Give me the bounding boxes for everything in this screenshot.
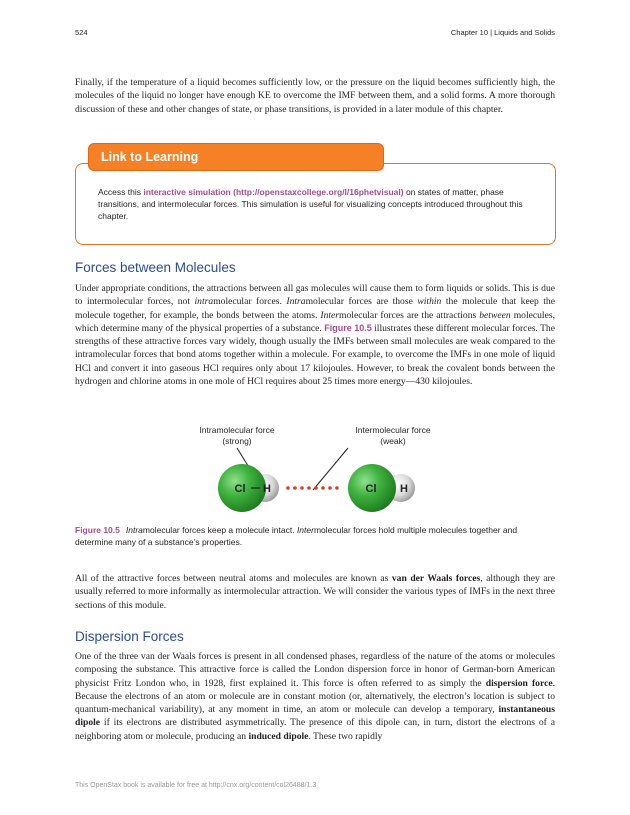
link-to-learning-title: Link to Learning — [101, 150, 199, 164]
intra-label-line2: (strong) — [222, 436, 252, 446]
section-heading-dispersion: Dispersion Forces — [75, 629, 184, 644]
section-heading-forces: Forces between Molecules — [75, 260, 236, 275]
figure-reference-link[interactable]: Figure 10.5 — [324, 322, 372, 333]
forces-paragraph: Under appropriate conditions, the attractions between all gas molecules will cause them to form liquids or solids. This is due to intermolecular forces, not intramolecular forces. Intramolecular forces are those within the molecule that keep the molecule together, for example, the bonds between the atoms. Intermolecular forces are the attractions between molecules, which determine many of the physical properties of a substance. Figure 10.5 illustrates these different molecular forces. The strengths of these attractive forces vary widely, though usually the IMFs between small molecules are weak compared to the intramolecular forces that bond atoms together within a molecule. For example, to overcome the IMFs in one mole of liquid HCl and convert it into gaseous HCl requires only about 17 kilojoules. However, to break the covalent bonds between the hydrogen and chlorine atoms in one mole of HCl requires about 25 times more energy—430 kilojoules. — [75, 283, 555, 388]
cl-label-1: Cl — [234, 483, 246, 495]
h-label-1: H — [263, 483, 271, 495]
inter-label-line2: (weak) — [380, 436, 406, 446]
link-to-learning-text: Access this interactive simulation (http://openstaxcollege.org/l/16phetvisual) on states of matter, phase transitions, and intermolecular forces. This simulation is useful for visualizing concepts introduced throughout this chapter. — [98, 187, 523, 221]
h-label-2: H — [400, 483, 408, 495]
chapter-header: Chapter 10 | Liquids and Solids — [450, 28, 555, 37]
inter-pointer-line — [313, 448, 348, 490]
intro-paragraph: Finally, if the temperature of a liquid becomes sufficiently low, or the pressure on the liquid becomes sufficiently high, the molecules of the liquid no longer have enough KE to overcome the IMF between them, and a solid forms. A more thorough discussion of these and other changes of state, or phase transitions, is provided in a later module of this chapter. — [75, 77, 555, 115]
figure-caption: Figure 10.5 Intramolecular forces keep a molecule intact. Intermolecular forces hold multiple molecules together and determine many of a substance’s properties. — [75, 525, 518, 547]
figure-10-5-illustration — [180, 420, 450, 520]
inter-label-line1: Intermolecular force — [355, 425, 431, 435]
van-der-waals-paragraph: All of the attractive forces between neutral atoms and molecules are known as van der Waals forces, although they are usually referred to more informally as intermolecular attraction. We will consider the various types of IMFs in the next three sections of this module. — [75, 573, 555, 611]
cl-label-2: Cl — [365, 483, 377, 495]
simulation-link[interactable]: interactive simulation (http://openstaxcollege.org/l/16phetvisual) — [143, 187, 404, 197]
intra-label-line1: Intramolecular force — [199, 425, 275, 435]
page-footer: This OpenStax book is available for free at http://cnx.org/content/col26488/1.3 — [75, 782, 317, 789]
dispersion-paragraph: One of the three van der Waals forces is present in all condensed phases, regardless of the nature of the atoms or molecules composing the substance. This attractive force is called the London dispersion force in honor of German-born American physicist Fritz London who, in 1928, first explained it. This force is often referred to as simply the dispersion force. Because the electrons of an atom or molecule are in constant motion (or, alternatively, the electron’s location is subject to quantum-mechanical variability), at any moment in time, an atom or molecule can develop a temporary, instantaneous dipole if its electrons are distributed asymmetrically. The presence of this dipole can, in turn, distort the electrons of a neighboring atom or molecule, producing an induced dipole. These two rapidly — [75, 651, 555, 742]
link-to-learning-tab — [88, 143, 384, 171]
intermolecular-dots — [286, 486, 339, 490]
page-number: 524 — [75, 28, 88, 37]
